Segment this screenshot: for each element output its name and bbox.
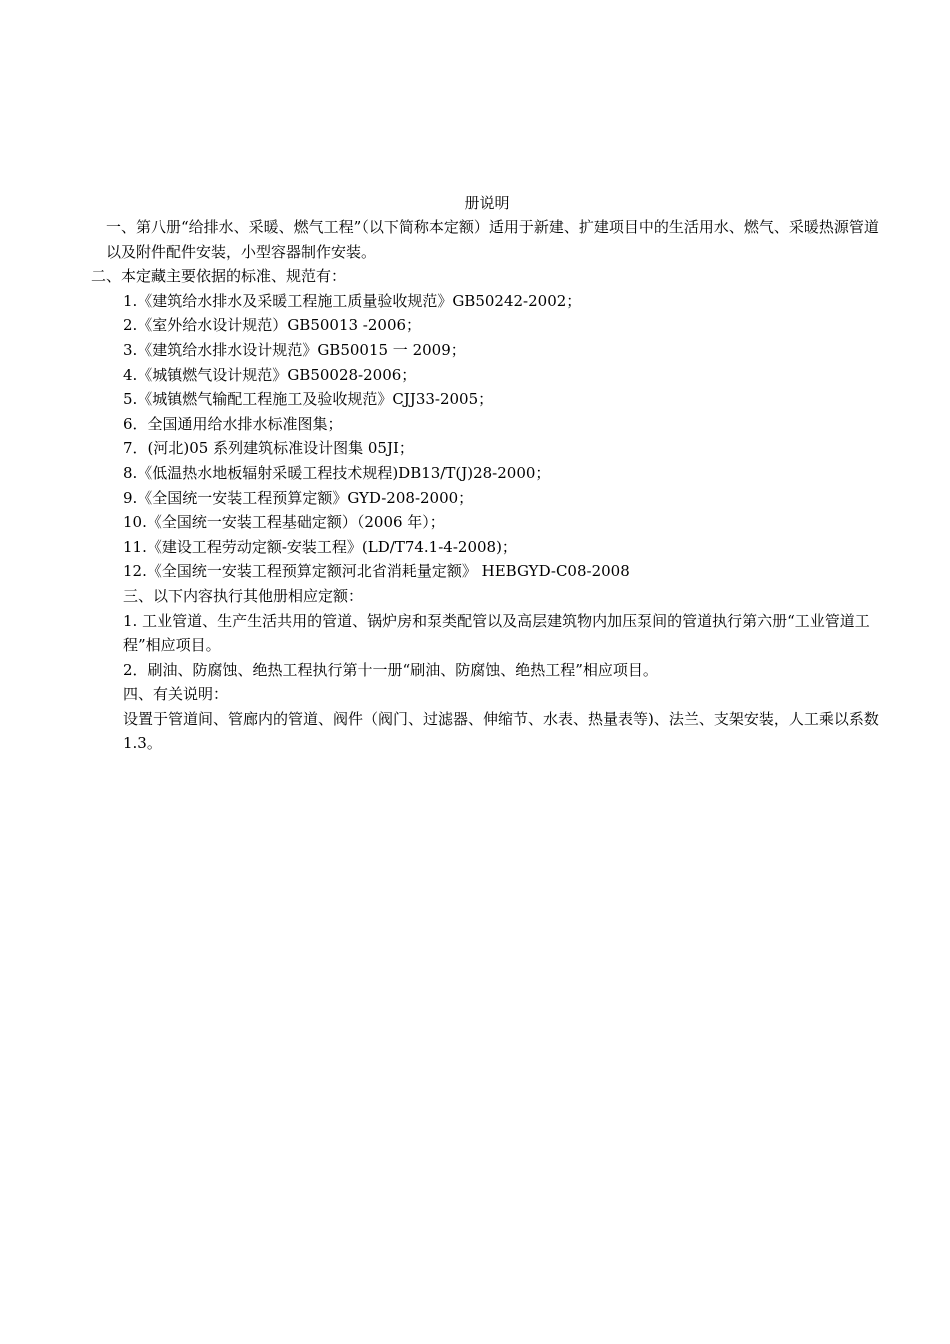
standard-item: 6．全国通用给水排水标准图集；	[123, 414, 343, 433]
standard-item: 4.《城镇燃气设计规范》GB50028-2006；	[123, 365, 417, 384]
document-page	[91, 191, 883, 756]
standard-item: 8.《低温热水地板辐射采暖工程技术规程)DB13/T(J)28-2000；	[123, 463, 551, 482]
standard-item: 9.《全国统一安装工程预算定额》GYD-208-2000；	[123, 488, 474, 507]
section-3-heading: 三、以下内容执行其他册相应定额：	[123, 586, 364, 605]
other-volume-item: 2．刷油、防腐蚀、绝热工程执行第十一册“刷油、防腐蚀、绝热工程”相应项目。	[123, 660, 658, 679]
standard-item: 1.《建筑给水排水及采暖工程施工质量验收规范》GB50242-2002；	[123, 291, 582, 310]
standard-item: 12.《全国统一安装工程预算定额河北省消耗量定额》 HEBGYD-C08-2008	[123, 562, 630, 581]
section-4-text: 设置于管道间、管廊内的管道、阀件（阀门、过滤器、伸缩节、水表、热量表等)、法兰、支架安装，人工乘以系数 1.3。	[123, 709, 879, 753]
standard-item: 7．(河北)05 系列建筑标准设计图集 05JI；	[123, 439, 414, 458]
section-2-heading: 二、本定藏主要依据的标准、规范有：	[91, 267, 347, 286]
standard-item: 3.《建筑给水排水设计规范》GB50015 一 2009；	[123, 340, 466, 359]
section-4-heading: 四、有关说明：	[123, 685, 229, 704]
standard-item: 5.《城镇燃气输配工程施工及验收规范》CJJ33-2005；	[123, 390, 494, 409]
standard-item: 10.《全国统一安装工程基础定额）（2006 年）；	[123, 513, 445, 532]
section-1-text: 一、第八册“给排水、采暖、燃气工程”（以下简称本定额）适用于新建、扩建项目中的生活用水、燃气、采暖热源管道以及附件配件安装，小型容器制作安装。	[106, 218, 879, 261]
document-title: 册说明	[464, 194, 510, 212]
standard-item: 2.《室外给水设计规范）GB50013 -2006；	[123, 316, 422, 335]
other-volume-item: 1. 工业管道、生产生活共用的管道、锅炉房和泵类配管以及高层建筑物内加压泵间的管道执行第六册“工业管道工程”相应项目。	[123, 611, 870, 655]
standard-item: 11.《建设工程劳动定额-安装工程》(LD/T74.1-4-2008)；	[123, 537, 517, 556]
